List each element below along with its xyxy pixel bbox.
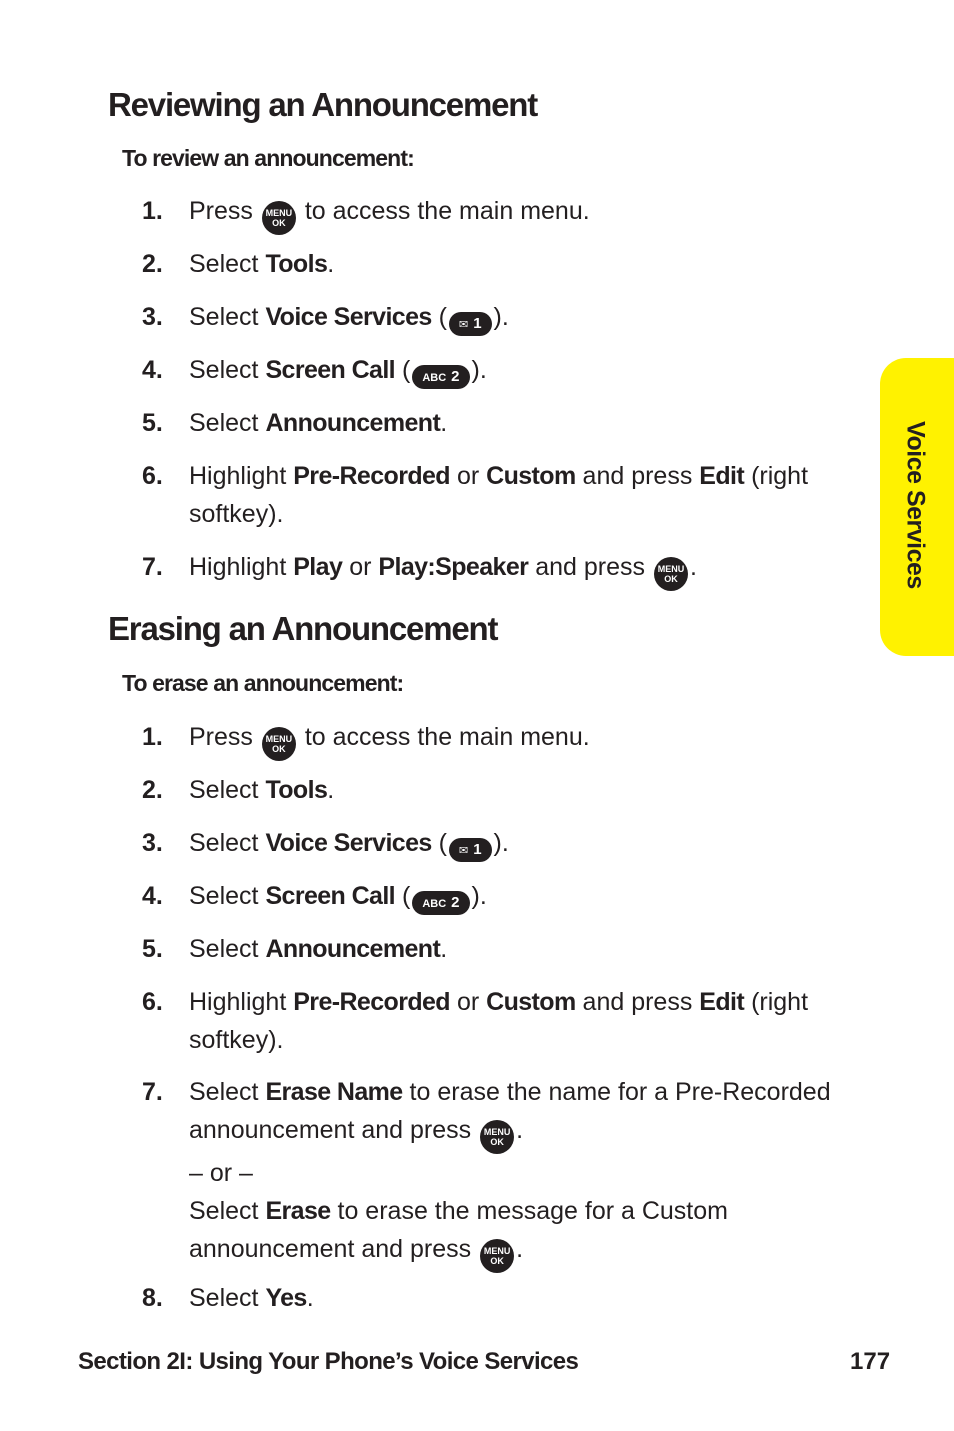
footer-section-title: Section 2I: Using Your Phone’s Voice Services <box>78 1348 579 1375</box>
menu-ok-key-icon: MENU OK <box>262 727 296 761</box>
side-tab-label: Voice Services <box>901 421 930 589</box>
menu-ok-key-icon: MENU OK <box>480 1239 514 1273</box>
menu-ok-key-icon: MENU OK <box>654 557 688 591</box>
key-2-icon: ABC 2 <box>412 891 469 915</box>
key-2-icon: ABC 2 <box>412 365 469 389</box>
menu-ok-key-icon: MENU OK <box>262 201 296 235</box>
subheading-review: To review an announcement: <box>122 145 414 171</box>
section-heading-erasing: Erasing an Announcement <box>108 610 498 647</box>
key-1-icon: ✉ 1 <box>449 312 492 336</box>
section-heading-reviewing: Reviewing an Announcement <box>108 86 538 123</box>
page-number: 177 <box>850 1348 891 1375</box>
menu-ok-key-icon: MENU OK <box>480 1120 514 1154</box>
subheading-erase: To erase an announcement: <box>122 670 404 696</box>
key-1-icon: ✉ 1 <box>449 838 492 862</box>
